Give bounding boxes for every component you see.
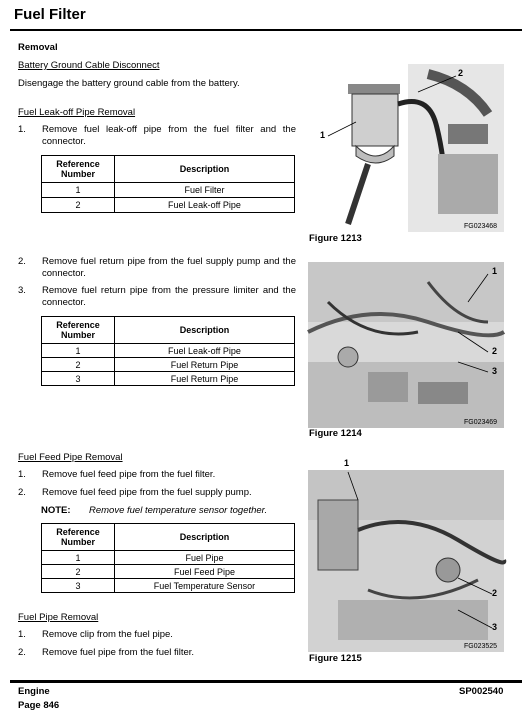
step-number: 3. (18, 285, 26, 296)
callout-2: 2 (492, 588, 498, 598)
row-number: 3 (42, 372, 115, 386)
step-text: Remove fuel feed pipe from the fuel filter. (42, 469, 216, 480)
engine-feed-pipe-photo (308, 470, 504, 652)
callout-2: 2 (458, 68, 464, 78)
col-description: Description (115, 156, 295, 183)
step-text: Remove fuel feed pipe from the fuel supply pump. (42, 487, 252, 498)
step-number: 2. (18, 256, 26, 267)
step-text: Remove fuel return pipe from the fuel supply pump and the connector. (42, 256, 296, 279)
step-text: Remove clip from the fuel pipe. (42, 629, 173, 640)
step-text: Remove fuel pipe from the fuel filter. (42, 647, 195, 658)
figure-1215-image (308, 458, 504, 652)
pipe-step-1 (18, 629, 296, 642)
row-description: Fuel Return Pipe (115, 358, 295, 372)
row-number: 3 (42, 579, 115, 593)
return-reference-table (41, 316, 295, 386)
table-row (42, 344, 295, 358)
footer-doc-code: SP002540 (459, 686, 504, 697)
row-number: 2 (42, 565, 115, 579)
removal-heading: Removal (18, 42, 58, 53)
step-text: Remove fuel leak-off pipe from the fuel filter and the connector. (42, 124, 296, 147)
feed-step-2 (18, 487, 296, 500)
figure-code: FG023525 (464, 643, 498, 650)
table-row (42, 551, 295, 565)
pipe-step-2 (18, 647, 296, 660)
table-row (42, 198, 295, 213)
note-text: Remove fuel temperature sensor together. (89, 505, 268, 516)
footer-page-number: Page 846 (18, 700, 60, 711)
figure-1213-caption: Figure 1213 (309, 233, 362, 244)
feed-heading: Fuel Feed Pipe Removal (18, 452, 123, 463)
table-row (42, 372, 295, 386)
row-description: Fuel Return Pipe (115, 372, 295, 386)
row-description: Fuel Feed Pipe (115, 565, 295, 579)
title-rule (10, 29, 522, 31)
battery-heading: Battery Ground Cable Disconnect (18, 60, 160, 71)
fuel-filter-illustration (308, 64, 504, 232)
feed-reference-table (41, 523, 295, 593)
row-description: Fuel Filter (115, 183, 295, 198)
col-reference-number: Reference Number (42, 156, 115, 183)
leakoff-step-2 (18, 256, 296, 282)
col-description: Description (115, 524, 295, 551)
row-description: Fuel Leak-off Pipe (115, 344, 295, 358)
figure-code: FG023468 (464, 223, 498, 230)
step-number: 1. (18, 629, 26, 640)
note-label: NOTE: (41, 505, 71, 516)
figure-1213-image (308, 64, 504, 232)
callout-1: 1 (344, 458, 350, 468)
row-number: 2 (42, 198, 115, 213)
row-description: Fuel Leak-off Pipe (115, 198, 295, 213)
row-number: 1 (42, 344, 115, 358)
step-text: Remove fuel return pipe from the pressure limiter and the connector. (42, 285, 296, 308)
callout-3: 3 (492, 366, 498, 376)
col-reference-number: Reference Number (42, 524, 115, 551)
engine-return-pipes-photo (308, 262, 504, 428)
callout-1: 1 (492, 266, 498, 276)
page-title: Fuel Filter (14, 6, 86, 23)
step-number: 2. (18, 487, 26, 498)
callout-3: 3 (492, 622, 498, 632)
leakoff-step-3 (18, 285, 296, 311)
callout-2: 2 (492, 346, 498, 356)
row-number: 2 (42, 358, 115, 372)
step-number: 1. (18, 124, 26, 135)
row-number: 1 (42, 551, 115, 565)
figure-1214-caption: Figure 1214 (309, 428, 362, 439)
feed-step-1 (18, 469, 296, 482)
figure-1215-caption: Figure 1215 (309, 653, 362, 664)
leakoff-step-1 (18, 124, 296, 150)
pipe-heading: Fuel Pipe Removal (18, 612, 99, 623)
row-number: 1 (42, 183, 115, 198)
col-description: Description (115, 317, 295, 344)
leakoff-heading: Fuel Leak-off Pipe Removal (18, 107, 136, 118)
leakoff-reference-table (41, 155, 295, 213)
table-row (42, 565, 295, 579)
row-description: Fuel Pipe (115, 551, 295, 565)
callout-1: 1 (320, 130, 326, 140)
row-description: Fuel Temperature Sensor (115, 579, 295, 593)
step-number: 1. (18, 469, 26, 480)
footer-section: Engine (18, 686, 50, 697)
figure-code: FG023469 (464, 419, 498, 426)
col-reference-number: Reference Number (42, 317, 115, 344)
table-row (42, 358, 295, 372)
battery-text: Disengage the battery ground cable from the battery. (18, 78, 240, 89)
step-number: 2. (18, 647, 26, 658)
figure-1214-image (308, 262, 504, 428)
footer-rule (10, 680, 522, 683)
table-row (42, 579, 295, 593)
table-row (42, 183, 295, 198)
